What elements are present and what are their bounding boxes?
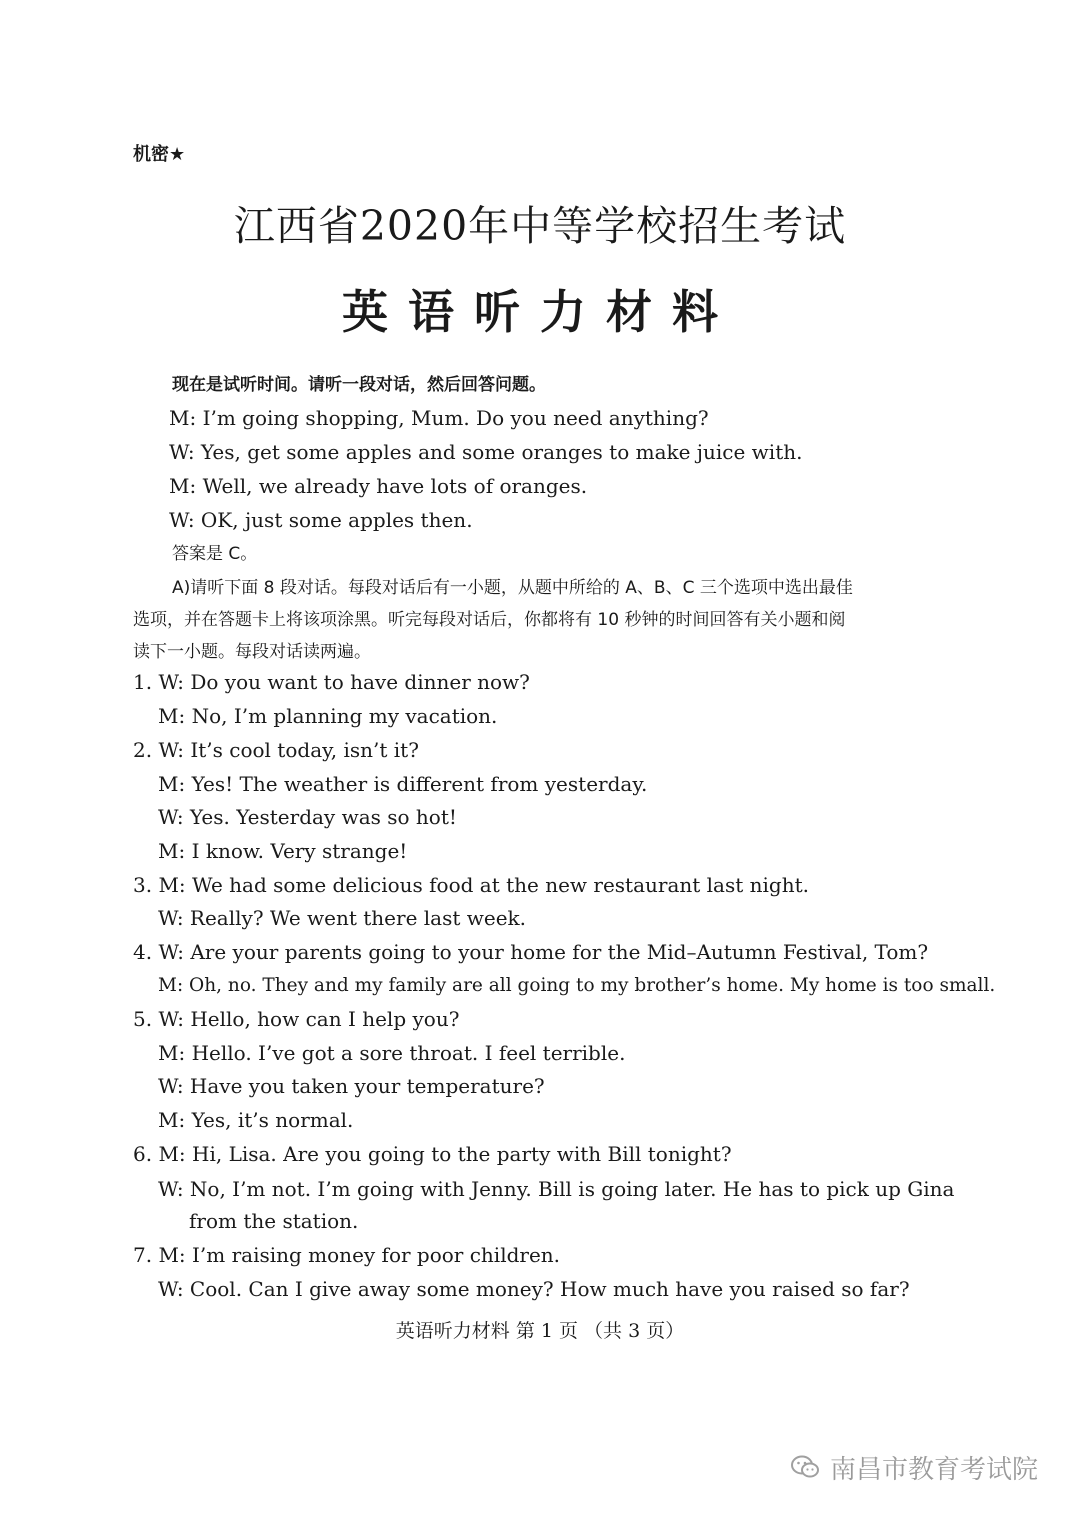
section-a-instruction: 选项，并在答题卡上将该项涂黑。听完每段对话后，你都将有 10 秒钟的时间回答有关小题和阅 (133, 610, 846, 630)
section-a-instruction: 读下一小题。每段对话读两遍。 (133, 642, 371, 662)
dialogue-line: 2. W: It’s cool today, isn’t it? (133, 738, 419, 762)
dialogue-line: W: Yes. Yesterday was so hot! (158, 805, 457, 829)
dialogue-line: M: Yes, it’s normal. (158, 1108, 354, 1132)
dialogue-line: W: No, I’m not. I’m going with Jenny. Bill is going later. He has to pick up Gina (158, 1177, 955, 1201)
trial-line: W: Yes, get some apples and some oranges to make juice with. (169, 440, 803, 464)
wechat-icon (790, 1454, 820, 1480)
page-footer: 英语听力材料 第 1 页 （共 3 页） (395, 1320, 685, 1342)
trial-line: W: OK, just some apples then. (169, 508, 473, 532)
dialogue-line: 7. M: I’m raising money for poor children. (133, 1243, 561, 1267)
trial-answer: 答案是 C。 (172, 544, 258, 564)
trial-instruction: 现在是试听时间。请听一段对话，然后回答问题。 (172, 375, 546, 395)
dialogue-line: W: Really? We went there last week. (158, 906, 527, 930)
dialogue-line: W: Cool. Can I give away some money? How much have you raised so far? (158, 1277, 910, 1301)
trial-line: M: Well, we already have lots of oranges. (169, 474, 588, 498)
dialogue-line: 3. M: We had some delicious food at the new restaurant last night. (133, 873, 809, 897)
confidential-label: 机密★ (133, 144, 186, 165)
watermark-text: 南昌市教育考试院 (830, 1454, 1039, 1485)
dialogue-line: 1. W: Do you want to have dinner now? (133, 670, 530, 694)
dialogue-line: 4. W: Are your parents going to your home for the Mid–Autumn Festival, Tom? (133, 940, 929, 964)
exam-title: 江西省2020年中等学校招生考试 (233, 202, 847, 250)
dialogue-line: M: Yes! The weather is different from yesterday. (158, 772, 648, 796)
section-a-instruction: A)请听下面 8 段对话。每段对话后有一小题，从题中所给的 A、B、C 三个选项中选出最佳 (172, 578, 853, 598)
dialogue-line: M: No, I’m planning my vacation. (158, 704, 498, 728)
dialogue-line: W: Have you taken your temperature? (158, 1074, 545, 1098)
trial-line: M: I’m going shopping, Mum. Do you need anything? (169, 406, 709, 430)
dialogue-line: from the station. (189, 1209, 359, 1233)
main-title: 英语听力材料 (342, 285, 738, 339)
watermark (790, 1450, 1038, 1484)
dialogue-line: 5. W: Hello, how can I help you? (133, 1007, 460, 1031)
dialogue-line: M: I know. Very strange! (158, 839, 408, 863)
dialogue-line: M: Oh, no. They and my family are all going to my brother’s home. My home is too small. (158, 975, 996, 996)
dialogue-line: 6. M: Hi, Lisa. Are you going to the party with Bill tonight? (133, 1142, 732, 1166)
dialogue-line: M: Hello. I’ve got a sore throat. I feel terrible. (158, 1041, 626, 1065)
